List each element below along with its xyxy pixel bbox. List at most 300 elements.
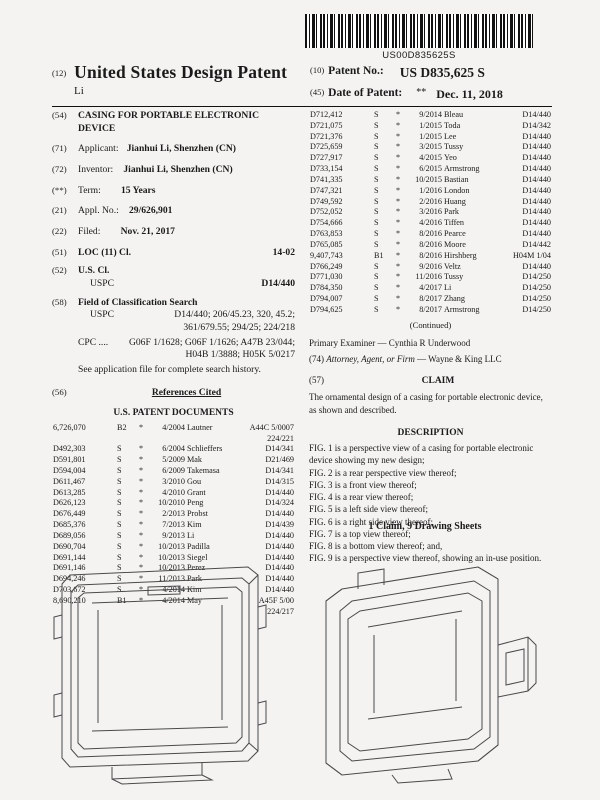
header-divider	[52, 106, 552, 107]
ref-star: *	[138, 444, 144, 454]
refs-right-body	[309, 110, 552, 316]
drawing-area	[52, 545, 552, 785]
ref-number: D676,449	[53, 509, 86, 519]
loc-value: 14-02	[272, 246, 295, 258]
ref-star: *	[395, 164, 401, 174]
ref-kind: S	[117, 487, 122, 497]
ref-number: D689,056	[53, 530, 86, 540]
ref-kind: S	[374, 142, 379, 152]
fcs-cpc-value: G06F 1/1628; G06F 1/1626; A47B 23/044;	[128, 336, 295, 348]
ref-name: Pearce	[444, 229, 466, 239]
table-row	[309, 218, 552, 229]
ref-kind: S	[374, 185, 379, 195]
ref-date: 8/2017	[419, 294, 442, 304]
ref-date: 3/2015	[419, 142, 442, 152]
barcode-icon	[305, 14, 533, 48]
table-row	[309, 121, 552, 132]
ref-date: 4/2010	[162, 487, 185, 497]
ref-class: D14/440	[522, 174, 551, 184]
term-stars: **	[416, 87, 427, 98]
ref-date: 4/2014	[162, 585, 185, 595]
ref-name: Park	[187, 574, 203, 584]
table-row	[52, 455, 295, 466]
ref-number: D594,004	[53, 466, 86, 475]
table-row	[309, 262, 552, 273]
table-row	[52, 509, 295, 520]
ref-class: D14/440	[522, 218, 551, 228]
ref-name: Lautner	[187, 422, 213, 432]
ref-number: D694,246	[53, 574, 86, 584]
ref-class: A44C 5/0007	[249, 422, 294, 432]
primary-examiner-name: Cynthia R Underwood	[388, 338, 471, 349]
ref-date: 8/2016	[419, 239, 442, 249]
ref-date: 8/2016	[419, 229, 442, 239]
ref-star: *	[395, 142, 401, 152]
ref-star: *	[395, 239, 401, 249]
primary-examiner-label: Primary Examiner	[309, 338, 376, 349]
field-22	[52, 226, 295, 239]
ref-number: D685,376	[53, 520, 86, 530]
field-21-num: (21)	[52, 205, 67, 216]
ref-date: 4/2016	[419, 218, 442, 228]
ref-name: Moore	[444, 239, 466, 249]
ref-date: 8/2017	[419, 304, 442, 314]
ref-class: D14/250	[522, 304, 551, 314]
ref-kind: S	[374, 131, 379, 141]
fcs-uspc-value2: 361/679.55; 294/25; 224/218	[183, 321, 295, 333]
field-22-num: (22)	[52, 225, 67, 236]
ref-name: Park	[444, 207, 460, 217]
table-row	[309, 272, 552, 283]
field-52-num: (52)	[52, 265, 67, 276]
ref-class: D14/250	[522, 283, 551, 293]
ref-date: 10/2013	[158, 552, 185, 562]
ref-star: *	[395, 218, 401, 228]
ref-kind: S	[117, 520, 122, 530]
ref-date: 6/2009	[162, 466, 185, 475]
table-row	[309, 110, 552, 121]
ref-star: *	[395, 185, 401, 195]
ref-class: D21/469	[265, 455, 294, 465]
ref-name: Toda	[444, 120, 461, 130]
ref-date: 6/2015	[419, 164, 442, 174]
ref-date: 6/2004	[162, 444, 185, 454]
ref-star: *	[395, 272, 401, 282]
table-row	[52, 466, 295, 477]
inventor-value: Jianhui Li, Shenzhen (CN)	[123, 163, 233, 175]
ref-name: Armstrong	[444, 304, 480, 314]
ref-number: D691,144	[53, 552, 86, 562]
ref-kind: S	[117, 574, 122, 584]
ref-class: A45F 5/00	[258, 595, 294, 605]
field-58-num: (58)	[52, 296, 67, 307]
ref-class: 224/221	[267, 433, 294, 443]
table-row	[309, 175, 552, 186]
table-row	[52, 444, 295, 455]
ref-class: D14/440	[265, 541, 294, 551]
ref-kind: S	[374, 174, 379, 184]
claim-sheet-count: 1 Claim, 9 Drawing Sheets	[368, 521, 482, 532]
ref-number: D690,704	[53, 541, 86, 551]
ref-number: D703,672	[53, 585, 86, 595]
ref-date: 11/2016	[415, 272, 442, 282]
table-row	[309, 294, 552, 305]
term-value: 15 Years	[120, 184, 156, 196]
table-row	[309, 305, 552, 316]
ref-kind: S	[117, 476, 122, 486]
table-row	[309, 132, 552, 143]
ref-number: D741,335	[310, 174, 343, 184]
filed-label: Filed:	[78, 225, 101, 237]
ref-name: Tiffen	[444, 218, 465, 228]
ref-number: D765,085	[310, 239, 343, 249]
field-71-num: (71)	[52, 143, 67, 154]
ref-date: 11/2013	[158, 574, 185, 584]
ref-date: 1/2016	[419, 185, 442, 195]
table-row	[309, 207, 552, 218]
ref-name: May	[187, 595, 203, 605]
field-54	[52, 110, 295, 135]
ref-date: 10/2013	[158, 541, 185, 551]
ref-date: 1/2015	[419, 131, 442, 141]
date-label: Date of Patent:	[328, 87, 403, 99]
ref-star: *	[138, 574, 144, 584]
inventor-short: Li	[74, 85, 84, 97]
appl-no-label: Appl. No.:	[78, 205, 119, 217]
claim-heading: CLAIM	[421, 375, 455, 386]
table-row	[52, 531, 295, 542]
invention-title: CASING FOR PORTABLE ELECTRONIC DEVICE	[78, 110, 259, 134]
ref-kind: S	[374, 120, 379, 130]
field-52	[52, 265, 295, 290]
field-74	[309, 354, 552, 366]
applicant-label: Applicant:	[78, 143, 119, 155]
page-title: United States Design Patent	[74, 62, 288, 82]
loc-label: LOC (11) Cl.	[78, 246, 132, 258]
ref-date: 7/2013	[162, 520, 185, 530]
ref-number: D747,321	[310, 185, 343, 195]
ref-star: *	[395, 229, 401, 239]
ref-kind: S	[374, 304, 379, 314]
ref-name: Tussy	[444, 142, 464, 152]
ref-number: 9,407,743	[310, 250, 343, 260]
table-row	[309, 251, 552, 262]
ref-class: D14/440	[265, 552, 294, 562]
ref-number: D721,075	[310, 120, 343, 130]
ref-date	[146, 434, 186, 445]
table-row	[309, 164, 552, 175]
ref-kind: B2	[117, 422, 127, 432]
table-row	[309, 153, 552, 164]
field-71	[52, 143, 295, 156]
ref-star: *	[138, 563, 144, 573]
ref-date: 4/2015	[419, 153, 442, 163]
ref-date: 10/2013	[158, 563, 185, 573]
ref-number: D733,154	[310, 164, 343, 174]
ref-number: D754,666	[310, 218, 343, 228]
ref-class: D14/440	[522, 207, 551, 217]
ref-kind: S	[374, 283, 379, 293]
ref-number: D766,249	[310, 261, 343, 271]
date-code: (45)	[310, 87, 325, 97]
figure-item: FIG. 8 is a bottom view thereof; and,	[309, 541, 443, 552]
barcode-number: US00D835625S	[382, 50, 456, 61]
ref-kind: S	[374, 239, 379, 249]
ref-star: *	[138, 552, 144, 562]
ref-date: 9/2013	[162, 530, 185, 540]
ref-class: D14/440	[265, 574, 294, 584]
ref-name: Schlieffers	[187, 444, 223, 454]
ref-number: D712,412	[310, 110, 343, 119]
ref-date: 9/2014	[419, 110, 442, 119]
ref-number: D771,030	[310, 272, 343, 282]
ref-kind: S	[117, 444, 122, 454]
field-56-num: (56)	[52, 386, 67, 397]
ref-name: Perez	[187, 563, 206, 573]
ref-name: Kim	[187, 520, 202, 530]
ref-number: D691,146	[53, 563, 86, 573]
ref-name: Armstrong	[444, 164, 480, 174]
ref-kind: S	[117, 530, 122, 540]
ref-date: 8/2016	[419, 250, 442, 260]
figure-item: FIG. 2 is a rear perspective view thereof;	[309, 467, 457, 478]
ref-class: D14/440	[265, 585, 294, 595]
examiner-dash: —	[377, 338, 387, 349]
claim-section-header	[309, 375, 552, 388]
uscl-label: U.S. Cl.	[78, 265, 110, 277]
ref-class: D14/440	[522, 229, 551, 239]
figure-item: FIG. 4 is a rear view thereof;	[309, 492, 414, 503]
ref-date: 2/2013	[162, 509, 185, 519]
uspc-label: USPC	[90, 277, 114, 289]
fcs-uspc-label: USPC	[90, 309, 114, 321]
ref-class: D14/440	[522, 153, 551, 163]
table-row	[309, 283, 552, 294]
ref-date: 9/2016	[419, 261, 442, 271]
figure-item: FIG. 7 is a top view thereof;	[309, 528, 411, 539]
ref-class: D14/341	[265, 444, 294, 454]
ref-date: 4/2014	[162, 595, 185, 605]
barcode-area	[300, 14, 538, 61]
ref-kind: S	[117, 498, 122, 508]
field-term-num: (**)	[52, 184, 67, 195]
ref-kind: S	[374, 196, 379, 206]
ref-class: D14/440	[522, 110, 551, 119]
figure-item: FIG. 3 is a front view thereof;	[309, 479, 417, 490]
ref-star: *	[395, 283, 401, 293]
ref-class: H04M 1/04	[513, 250, 551, 260]
ref-name: Hirshberg	[444, 250, 477, 260]
ref-date: 10/2010	[158, 498, 185, 508]
ref-number: D752,052	[310, 207, 343, 217]
ref-number: D721,376	[310, 131, 343, 141]
figure-item: FIG. 6 is a right side view thereof;	[309, 516, 433, 527]
table-row	[52, 434, 295, 445]
ref-star: *	[395, 304, 401, 314]
search-history-note: See application file for complete search history.	[78, 363, 261, 375]
table-row	[309, 197, 552, 208]
ref-class: D14/440	[265, 509, 294, 519]
ref-class: D14/440	[522, 185, 551, 195]
ref-kind: S	[117, 585, 122, 595]
ref-name: London	[444, 185, 470, 195]
patent-number: US D835,625 S	[399, 65, 485, 80]
us-patent-documents-heading: U.S. PATENT DOCUMENTS	[113, 408, 234, 419]
ref-kind	[116, 434, 136, 445]
ref-number: D611,467	[53, 476, 86, 486]
table-row	[52, 498, 295, 509]
ref-kind: S	[374, 218, 379, 228]
fcs-uspc-value: D14/440; 206/45.23, 320, 45.2;	[174, 309, 295, 321]
table-row	[52, 488, 295, 499]
table-row	[309, 229, 552, 240]
ref-kind: S	[374, 110, 379, 119]
ref-class: D14/440	[522, 196, 551, 206]
ref-class: D14/439	[265, 520, 294, 530]
ref-star: *	[138, 466, 144, 475]
ref-name: Yeo	[444, 153, 457, 163]
ref-number	[52, 434, 116, 445]
primary-examiner-line	[309, 338, 552, 350]
ref-name: Padilla	[187, 541, 210, 551]
ref-kind: S	[117, 563, 122, 573]
ref-star: *	[138, 487, 144, 497]
ref-class: D14/442	[522, 239, 551, 249]
ref-class: D14/440	[522, 261, 551, 271]
fcs-cpc-value2: H04B 1/3888; H05K 5/0217	[185, 349, 295, 361]
ref-star: *	[395, 153, 401, 163]
ref-star: *	[138, 509, 144, 519]
table-row	[309, 240, 552, 251]
patent-header	[52, 62, 552, 102]
ref-name: Tussy	[444, 272, 464, 282]
inventor-label: Inventor:	[78, 163, 114, 175]
ref-class: D14/440	[265, 530, 294, 540]
ref-number: D725,659	[310, 142, 343, 152]
field-74-num: (74)	[309, 353, 324, 364]
filed-value: Nov. 21, 2017	[120, 225, 175, 237]
field-58	[52, 297, 295, 377]
figure-item: FIG. 1 is a perspective view of a casing for portable electronic device showing my new design;	[309, 443, 534, 466]
ref-name: Grant	[187, 487, 206, 497]
table-row	[52, 520, 295, 531]
ref-name: Gou	[187, 476, 202, 486]
header-left	[52, 62, 310, 97]
ref-star: *	[138, 595, 144, 605]
ref-kind: S	[117, 455, 122, 465]
field-51	[52, 247, 295, 260]
ref-number: D591,801	[53, 455, 86, 465]
ref-number: D749,592	[310, 196, 343, 206]
ref-number: D784,350	[310, 283, 343, 293]
ref-star: *	[138, 498, 144, 508]
ref-date: 3/2010	[162, 476, 185, 486]
ref-number: D626,123	[53, 498, 86, 508]
ref-star: *	[138, 585, 144, 595]
ref-number: D794,007	[310, 294, 343, 304]
ref-name: Mak	[187, 455, 203, 465]
ref-star: *	[395, 131, 401, 141]
ref-star: *	[138, 422, 144, 432]
ref-date: 5/2009	[162, 455, 185, 465]
ref-name: Li	[444, 283, 452, 293]
field-21	[52, 205, 295, 218]
ref-class: D14/440	[522, 131, 551, 141]
ref-star: *	[138, 541, 144, 551]
ref-star: *	[138, 530, 144, 540]
applicant-value: Jianhui Li, Shenzhen (CN)	[126, 143, 236, 155]
field-72	[52, 164, 295, 177]
right-column	[309, 110, 552, 618]
ref-name: Huang	[444, 196, 466, 206]
field-54-num: (54)	[52, 110, 67, 120]
ref-date: 1/2015	[419, 120, 442, 130]
attorney-dash: —	[417, 353, 427, 364]
figure-item: FIG. 5 is a left side view thereof;	[309, 504, 428, 515]
ref-number: D794,625	[310, 304, 343, 314]
ref-number: 6,726,070	[53, 422, 86, 432]
ref-name: Siegel	[187, 552, 208, 562]
ref-kind: S	[374, 272, 379, 282]
table-row	[52, 423, 295, 434]
ref-star: *	[395, 174, 401, 184]
fcs-label: Field of Classification Search	[78, 296, 198, 308]
ref-class: D14/250	[522, 294, 551, 304]
ref-class: 224/217	[267, 606, 294, 616]
ref-number: D613,285	[53, 487, 86, 497]
ref-date: 4/2004	[162, 422, 185, 432]
ref-date: 4/2017	[419, 283, 442, 293]
ref-kind: B1	[117, 595, 127, 605]
ref-name: Li	[187, 530, 195, 540]
left-column	[52, 110, 295, 618]
ref-class: D14/250	[522, 272, 551, 282]
fcs-cpc-label: CPC ....	[78, 336, 109, 348]
ref-class: D14/440	[522, 142, 551, 152]
ref-name: Kim	[187, 585, 202, 595]
patent-no-code: (10)	[310, 65, 325, 75]
ref-kind: S	[117, 541, 122, 551]
table-row	[52, 477, 295, 488]
ref-class: D14/440	[265, 563, 294, 573]
ref-class: D14/440	[265, 487, 294, 497]
header-right	[310, 62, 552, 102]
ref-class: D14/315	[265, 476, 294, 486]
ref-star: *	[395, 261, 401, 271]
ref-kind: S	[374, 229, 379, 239]
ref-star: *	[395, 250, 401, 260]
appl-no-value: 29/626,901	[128, 205, 173, 217]
field-72-num: (72)	[52, 163, 67, 174]
ref-star: *	[395, 196, 401, 206]
claim-text: The ornamental design of a casing for portable electronic device, as shown and described.	[309, 392, 543, 415]
attorney-label: Attorney, Agent, or Firm	[326, 353, 415, 364]
ref-kind: S	[374, 261, 379, 271]
references-cited-heading: References Cited	[151, 386, 222, 398]
ref-name: Lee	[444, 131, 457, 141]
field-56	[52, 387, 295, 400]
ref-name: Veltz	[444, 261, 461, 271]
ref-class: D14/341	[265, 466, 294, 475]
ref-kind: S	[374, 153, 379, 163]
ref-name: Zhang	[444, 294, 465, 304]
ref-kind: S	[374, 294, 379, 304]
body-columns	[52, 110, 552, 618]
ref-number: 8,690,210	[53, 595, 86, 605]
ref-name: Peng	[187, 498, 204, 508]
ref-kind: S	[117, 509, 122, 519]
ref-name: Bleau	[444, 110, 464, 119]
